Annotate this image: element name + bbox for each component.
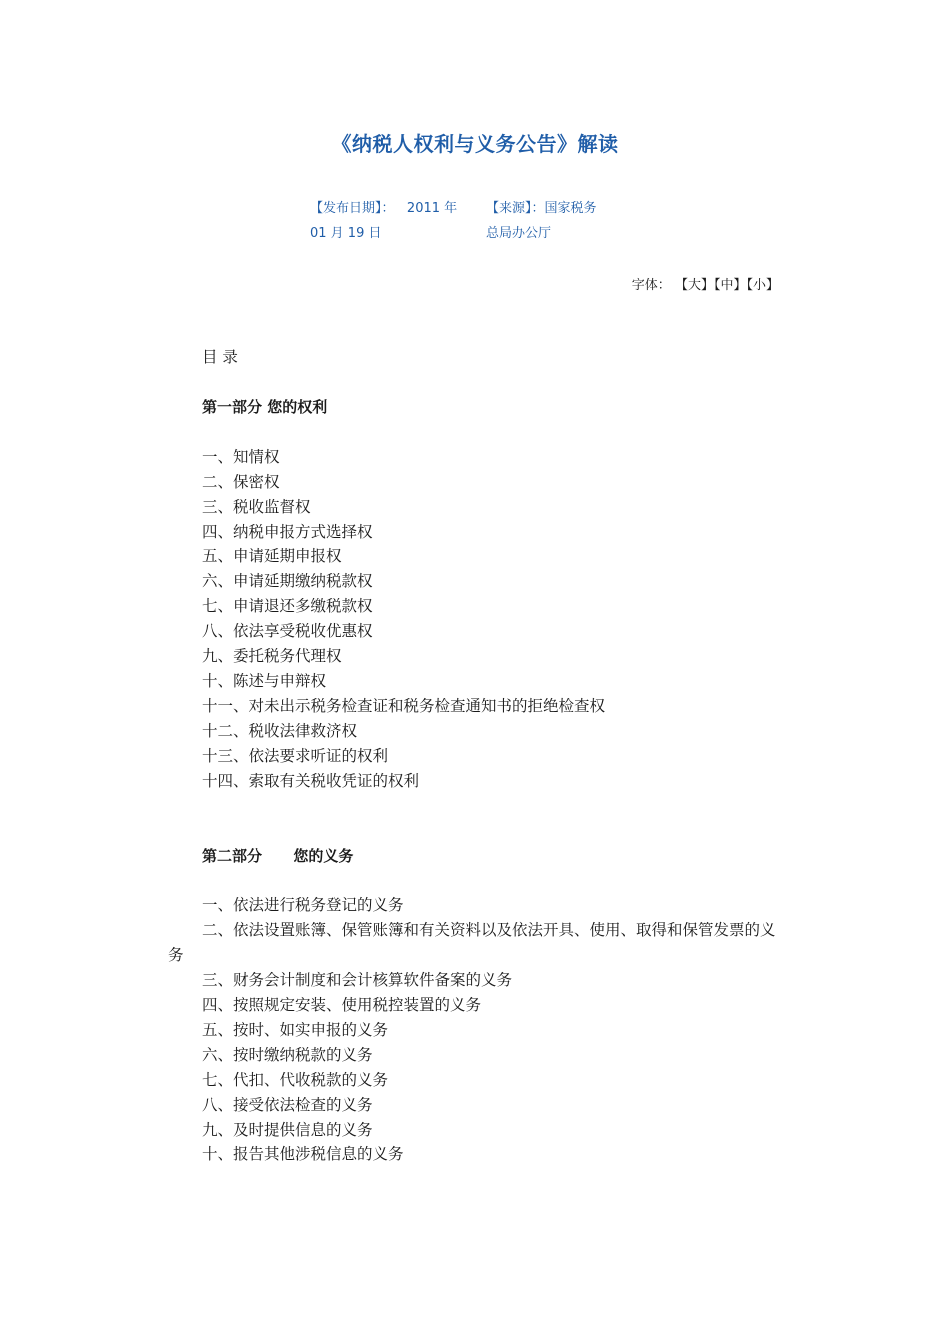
list-item: 六、按时缴纳税款的义务 [202,1045,373,1064]
list-item: 七、申请退还多缴税款权 [202,597,373,616]
publish-date-label: 【发布日期】： [310,201,395,216]
list-item: 十、陈述与申辩权 [202,671,327,690]
list-item: 七、代扣、代收税款的义务 [202,1070,389,1089]
part2-title: 第二部分 您的义务 [202,846,354,865]
publish-date [310,196,457,246]
article-body [168,345,778,1167]
source-value: 总局办公厅 [486,226,552,241]
list-item: 八、依法享受税收优惠权 [202,622,373,641]
list-item: 五、按时、如实申报的义务 [202,1020,389,1039]
list-item: 五、申请延期申报权 [202,547,342,566]
source-label: 【来源】：国家税务 [486,201,597,216]
font-size-small-link[interactable]: 【小】 [746,278,779,293]
list-item: 四、按照规定安装、使用税控装置的义务 [202,996,482,1015]
list-item: 十、报告其他涉税信息的义务 [202,1145,404,1164]
article-source [486,196,597,246]
part1-title: 第一部分 您的权利 [202,397,328,416]
font-size-large-link[interactable]: 【大】 [674,278,714,293]
list-item: 一、知情权 [202,447,280,466]
list-item: 二、保密权 [202,472,280,491]
list-item: 四、纳税申报方式选择权 [202,522,373,541]
list-item: 十四、索取有关税收凭证的权利 [202,771,420,790]
list-item: 六、申请延期缴纳税款权 [202,572,373,591]
part1-list [168,445,778,794]
font-size-switcher [632,274,779,293]
list-item: 八、接受依法检查的义务 [202,1095,373,1114]
font-size-label: 字体： [631,278,671,293]
list-item: 九、及时提供信息的义务 [202,1120,373,1139]
list-item: 一、依法进行税务登记的义务 [202,896,404,915]
list-item: 二、依法设置账簿、保管账簿和有关资料以及依法开具、使用、取得和保管发票的义务 [168,921,776,965]
part2-list [168,893,778,1167]
list-item: 三、税收监督权 [202,497,311,516]
publish-date-day: 01 月 19 日 [310,226,382,241]
publish-date-year: 2011 年 [406,201,458,216]
list-item: 九、委托税务代理权 [202,647,342,666]
list-item: 十三、依法要求听证的权利 [202,746,389,765]
toc-heading: 目 录 [202,348,238,366]
page-title: 《纳税人权利与义务公告》解读 [331,132,619,156]
list-item: 十二、税收法律救济权 [202,721,358,740]
list-item: 十一、对未出示税务检查证和税务检查通知书的拒绝检查权 [202,696,606,715]
font-size-medium-link[interactable]: 【中】 [713,278,747,293]
list-item: 三、财务会计制度和会计核算软件备案的义务 [202,971,513,990]
